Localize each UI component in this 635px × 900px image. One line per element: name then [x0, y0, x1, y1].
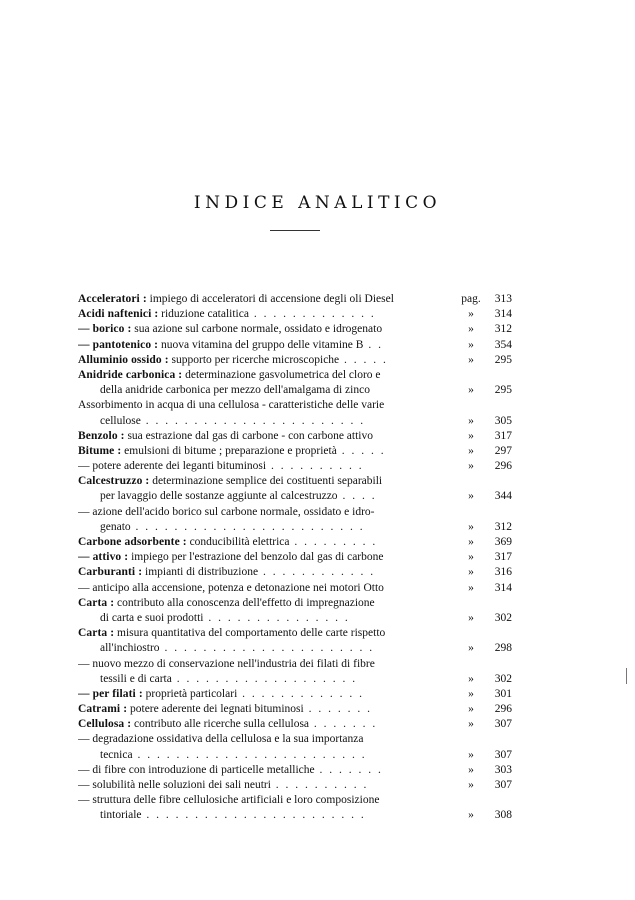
entry-main [78, 550, 454, 565]
page-number: 307 [494, 748, 512, 761]
page-number: 302 [494, 672, 512, 685]
entry-main [78, 565, 454, 580]
entry-main [78, 338, 454, 353]
entry-main [78, 459, 454, 474]
leader-dots: . . . . . . . . . [289, 536, 378, 548]
page-prefix: » [468, 444, 474, 457]
entry-heading: Carta : [78, 627, 115, 640]
leader-dots: . . . . . . . . . . . . . . . [203, 611, 350, 624]
entry-main [78, 581, 454, 596]
entry-text: sua estrazione dal gas di carbone - con carbone attivo [127, 429, 374, 442]
page-prefix [454, 793, 488, 808]
entry-heading: Carburanti : [78, 566, 143, 579]
page-number [488, 657, 512, 672]
entry-text: in acqua di una cellulosa - caratteristiche delle varie [145, 399, 385, 412]
leader-dots: . . . . . . . . . . . . . . . . . . . . . . . . [132, 748, 367, 761]
page-number: 295 [494, 353, 512, 366]
page-prefix [454, 398, 488, 413]
leader-dots: . . . . . [339, 353, 388, 366]
page-prefix [454, 732, 488, 747]
page-prefix: » [468, 611, 474, 624]
page-number [488, 505, 512, 520]
entry-text: supporto per ricerche microscopiche [171, 353, 340, 366]
entry-text: cellulose [100, 414, 141, 427]
entry-main [78, 505, 454, 520]
entry-main [78, 793, 454, 808]
page-prefix: » [468, 323, 474, 336]
leader-dots: . . . . . . . . . . [270, 779, 369, 791]
entry-main [78, 626, 454, 641]
page-number: 296 [494, 460, 512, 473]
entry-text: riduzione catalitica [161, 308, 249, 321]
entry-text: alla accensione, potenza e detonazione nei motori Otto [132, 581, 384, 594]
page-number [488, 368, 512, 383]
entry-text: impiego di acceleratori di accensione degli oli Diesel [149, 293, 394, 305]
page-number: 317 [494, 551, 512, 564]
page-number: 295 [494, 384, 512, 397]
entry-text: mezzo di conservazione nell'industria dei filati di fibre [124, 657, 375, 670]
entry-main [78, 672, 454, 687]
leader-dots: . . . . . . . . . . . . [258, 566, 376, 579]
entry-text: contributo alla conoscenza dell'effetto di impregnazione [117, 596, 375, 609]
entry-text: nuova vitamina del gruppo delle vitamine B [160, 338, 364, 351]
index-entry [78, 489, 512, 504]
index-entry [78, 474, 512, 489]
index-entry [78, 383, 512, 398]
entry-main [78, 398, 454, 413]
page-prefix: » [468, 490, 474, 503]
entry-main [78, 732, 454, 747]
page-number: 298 [494, 642, 512, 655]
index-entry [78, 596, 512, 611]
index-entry [78, 353, 512, 368]
page-prefix: » [468, 703, 474, 716]
page-prefix: » [468, 520, 474, 533]
entry-heading: Catrami : [78, 703, 128, 716]
entry-text: all'inchiostro [100, 642, 160, 655]
leader-dots: . . . . . . . . . . . . . . . . . . . . . . [159, 642, 375, 655]
entry-main [78, 687, 454, 702]
page-number [488, 398, 512, 413]
entry-text: tecnica [100, 748, 133, 761]
page-number: 305 [494, 414, 512, 427]
index-entry [78, 505, 512, 520]
entry-main [78, 444, 454, 459]
page-number [488, 793, 512, 808]
index-entry [78, 398, 512, 413]
entry-main [78, 702, 454, 717]
entry-text: potere aderente dei legnati bituminosi [130, 703, 304, 716]
entry-text: emulsioni di bitume ; preparazione e proprietà [124, 444, 337, 457]
title-rule [270, 230, 320, 231]
entry-heading: — di fibre [78, 763, 126, 776]
index-entry [78, 520, 512, 535]
entry-text: delle fibre cellulosiche artificiali e loro composizione [133, 794, 380, 807]
index-entry [78, 717, 512, 732]
index-entry [78, 748, 512, 763]
page-prefix [454, 474, 488, 489]
page-number: 354 [494, 338, 512, 351]
entry-heading: Acidi naftenici : [78, 308, 159, 321]
page-prefix: » [468, 687, 474, 700]
index-list [78, 292, 512, 824]
entry-text: tessili e di carta [100, 672, 172, 685]
page-prefix: » [468, 566, 474, 579]
page-number: 312 [494, 323, 512, 336]
entry-main [78, 520, 454, 535]
page-number: 314 [494, 581, 512, 594]
page-prefix: » [468, 429, 474, 442]
entry-text: impianti di distribuzione [145, 566, 259, 579]
entry-heading: — attivo : [78, 551, 129, 564]
page-prefix [454, 505, 488, 520]
page-prefix: » [468, 718, 474, 731]
entry-text: proprietà particolari [145, 687, 238, 700]
entry-text: determinazione semplice dei costituenti separabili [152, 475, 383, 488]
page-number: 314 [494, 308, 512, 321]
index-entry [78, 778, 512, 793]
index-entry [78, 732, 512, 747]
entry-text: per lavaggio delle sostanze aggiunte al calcestruzzo [100, 490, 338, 503]
entry-text: impiego per l'estrazione del benzolo dal gas di carbone [131, 551, 384, 564]
page-prefix: » [468, 779, 474, 791]
entry-main [78, 414, 454, 429]
entry-main [78, 429, 454, 444]
leader-dots: . . . . . . . . . . . . . . . . . . . . . . . [141, 809, 366, 822]
page-prefix [454, 368, 488, 383]
entry-heading: Carta : [78, 596, 115, 609]
entry-heading: Anidride carbonica : [78, 368, 183, 381]
page-prefix [454, 657, 488, 672]
entry-main [78, 474, 454, 489]
page-number: 316 [494, 566, 512, 579]
leader-dots: . . [363, 338, 383, 351]
entry-text: nelle soluzioni dei sali neutri [138, 779, 271, 791]
entry-main [78, 641, 454, 656]
index-entry [78, 414, 512, 429]
page-number: 344 [494, 490, 512, 503]
entry-text: dell'acido borico sul carbone normale, ossidato e idro- [125, 505, 375, 518]
page-number [488, 474, 512, 489]
page-number: 307 [494, 718, 512, 731]
page-number [488, 596, 512, 611]
leader-dots: . . . . . . . [303, 703, 372, 716]
index-entry [78, 793, 512, 808]
index-entry [78, 429, 512, 444]
entry-text: con introduzione di particelle metalliche [128, 763, 315, 776]
entry-main [78, 368, 454, 383]
page-prefix [454, 626, 488, 641]
entry-main [78, 322, 454, 337]
entry-main [78, 808, 454, 823]
index-entry [78, 565, 512, 580]
entry-text: dei leganti bituminosi [165, 460, 267, 473]
index-entry [78, 338, 512, 353]
page-prefix: » [468, 748, 474, 761]
entry-main [78, 717, 454, 732]
entry-heading: Calcestruzzo : [78, 475, 150, 488]
entry-heading: — borico : [78, 323, 132, 336]
page-number [488, 626, 512, 641]
entry-heading: — per filati : [78, 687, 143, 700]
index-entry [78, 322, 512, 337]
index-entry [78, 763, 512, 778]
page-number: 301 [494, 687, 512, 700]
index-entry [78, 307, 512, 322]
entry-main [78, 307, 454, 322]
page-prefix: » [468, 536, 474, 548]
index-entry [78, 581, 512, 596]
index-entry [78, 808, 512, 823]
entry-text: della anidride carbonica per mezzo dell'amalgama di zinco [100, 384, 370, 397]
entry-text: genato [100, 520, 131, 533]
entry-heading: — struttura [78, 794, 131, 807]
index-entry [78, 550, 512, 565]
entry-main [78, 383, 454, 398]
index-entry [78, 368, 512, 383]
entry-heading: — degradazione [78, 733, 154, 746]
page-prefix: » [468, 581, 474, 594]
entry-text: ossidativa della cellulosa e la sua importanza [156, 733, 364, 746]
entry-main [78, 748, 454, 763]
page-number: 296 [494, 703, 512, 716]
page-number: 302 [494, 611, 512, 624]
page-prefix: » [468, 338, 474, 351]
page-prefix: » [468, 460, 474, 473]
index-entry [78, 626, 512, 641]
page-number: 312 [494, 520, 512, 533]
entry-main [78, 611, 454, 626]
page-number: 303 [494, 763, 512, 776]
page-number: 317 [494, 429, 512, 442]
entry-heading: — pantotenico : [78, 338, 159, 351]
page-number: 307 [494, 779, 512, 791]
index-entry [78, 535, 512, 550]
page-prefix: » [468, 353, 474, 366]
entry-main [78, 778, 454, 793]
index-entry [78, 657, 512, 672]
page-prefix: pag. [461, 293, 481, 305]
leader-dots: . . . . . . . . . . . . . . . . . . . . . . . . [130, 520, 365, 533]
entry-heading: Assorbimento [78, 399, 143, 412]
leader-dots: . . . . . . . . . . . . . [248, 308, 376, 321]
entry-main [78, 489, 454, 504]
entry-heading: Benzolo : [78, 429, 125, 442]
index-entry [78, 702, 512, 717]
entry-text: sua azione sul carbone normale, ossidato e idrogenato [134, 323, 383, 336]
page-title: INDICE ANALITICO [193, 193, 442, 213]
entry-heading: — azione [78, 505, 123, 518]
page-number [488, 732, 512, 747]
leader-dots: . . . . . . . [309, 718, 378, 731]
leader-dots: . . . . . . . . . . . . . . . . . . . [171, 672, 358, 685]
entry-text: conducibilità elettrica [189, 536, 290, 548]
index-entry [78, 672, 512, 687]
index-entry [78, 459, 512, 474]
entry-heading: Acceleratori : [78, 293, 147, 305]
page-prefix [454, 596, 488, 611]
entry-text: determinazione gasvolumetrica del cloro e [185, 368, 381, 381]
entry-heading: Carbone adsorbente : [78, 536, 187, 548]
entry-text: contributo alle ricerche sulla cellulosa [134, 718, 310, 731]
page-prefix: » [468, 308, 474, 321]
leader-dots: . . . . . . . . . . . . . [237, 687, 365, 700]
entry-heading: — anticipo [78, 581, 130, 594]
index-entry [78, 611, 512, 626]
leader-dots: . . . . . . . . . . . . . . . . . . . . . . . [140, 414, 366, 427]
index-entry [78, 292, 512, 307]
page-prefix: » [468, 414, 474, 427]
index-entry [78, 641, 512, 656]
page-prefix: » [468, 551, 474, 564]
leader-dots: . . . . . . . . . . [266, 460, 364, 473]
entry-heading: — nuovo [78, 657, 122, 670]
page-number: 313 [494, 293, 512, 305]
entry-main [78, 596, 454, 611]
page-prefix: » [468, 642, 474, 655]
leader-dots: . . . . . . . [314, 763, 383, 776]
entry-main [78, 535, 454, 550]
page-prefix: » [468, 763, 474, 776]
leader-dots: . . . . [337, 490, 377, 503]
page-prefix: » [468, 809, 474, 822]
entry-main [78, 657, 454, 672]
scan-mark [626, 668, 627, 684]
entry-heading: Bitume : [78, 444, 122, 457]
entry-main [78, 292, 454, 307]
page-number: 297 [494, 444, 512, 457]
index-entry [78, 687, 512, 702]
page-number: 369 [494, 536, 512, 548]
leader-dots: . . . . . [336, 444, 386, 457]
entry-heading: — solubilità [78, 779, 136, 791]
entry-text: di carta e suoi prodotti [100, 611, 204, 624]
entry-heading: Alluminio ossido : [78, 353, 169, 366]
page-prefix: » [468, 384, 474, 397]
page-number: 308 [494, 809, 512, 822]
entry-heading: — potere aderente [78, 460, 163, 473]
entry-text: tintoriale [100, 809, 142, 822]
entry-main [78, 353, 454, 368]
entry-main [78, 763, 454, 778]
entry-heading: Cellulosa : [78, 718, 132, 731]
entry-text: misura quantitativa del comportamento delle carte rispetto [117, 627, 386, 640]
page-prefix: » [468, 672, 474, 685]
index-entry [78, 444, 512, 459]
